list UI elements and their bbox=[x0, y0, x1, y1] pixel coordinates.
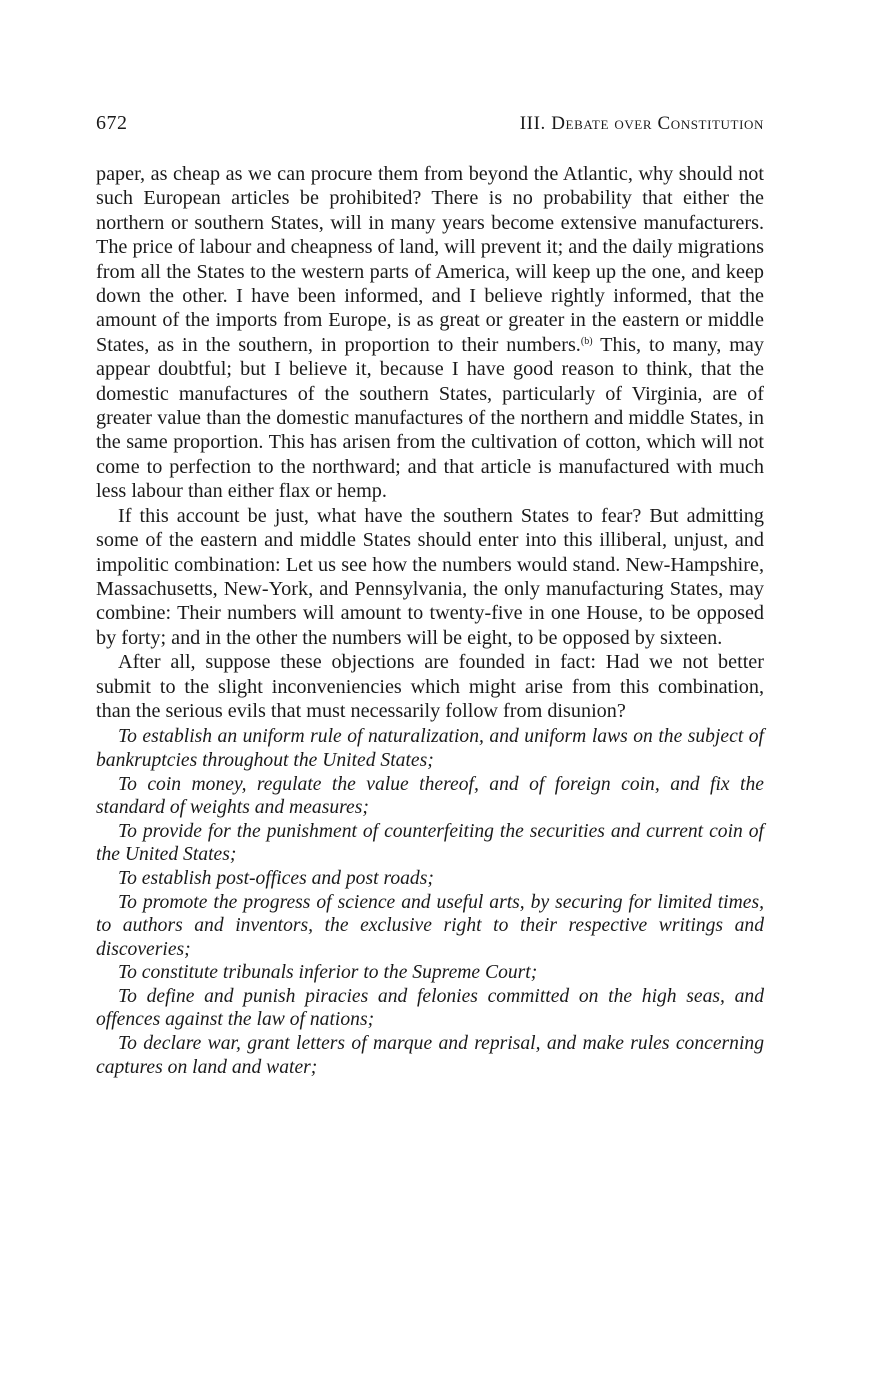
clause-science-arts: To promote the progress of science and useful arts, by securing for limited times, to authors and inventors, the exclusive right to their respective writings and discoveries; bbox=[96, 891, 764, 960]
clause-counterfeiting: To provide for the punishment of counterfeiting the securities and current coin of the United States; bbox=[96, 820, 764, 866]
paragraph-1-continuation: This, to many, may appear doubtful; but I believe it, because I have good reason to think, that the domestic manufactures of the southern States, particularly of Virginia, are of greater value than the domestic manufactures of the northern and middle States, in the same proportion. This has arisen from the cultivation of cotton, which will not come to perfection to the northward; and that article is manufactured with much less labour than either flax or hemp. bbox=[96, 333, 764, 503]
clause-tribunals: To constitute tribunals inferior to the Supreme Court; bbox=[118, 962, 538, 984]
clause-declare-war: To declare war, grant letters of marque and reprisal, and make rules concerning captures on land and water; bbox=[96, 1033, 764, 1078]
book-page bbox=[96, 112, 764, 1079]
paragraph-3: After all, suppose these objections are founded in fact: Had we not better submit to the slight inconveniencies which might arise from this combination, than the serious evils that must necessarily follow from disunion? bbox=[96, 651, 764, 722]
clause-naturalization: To establish an uniform rule of naturalization, and uniform laws on the subject of bankruptcies throughout the United States; bbox=[96, 726, 764, 771]
paragraph-2: If this account be just, what have the southern States to fear? But admitting some of the eastern and middle States should enter into this illiberal, unjust, and impolitic combination: Let us see how the numbers would stand. New-Hampshire, Massachusetts, New-York, and Pennsylvania, the only manufacturing States, may combine: Their numbers will amount to twenty-five in one House, to be opposed by forty; and in the other the numbers will be eight, to be opposed by sixteen. bbox=[96, 504, 764, 649]
body-text bbox=[96, 162, 764, 723]
clause-coin-money: To coin money, regulate the value thereof, and of foreign coin, and fix the standard of weights and measures; bbox=[96, 773, 764, 819]
section-numeral: III. bbox=[519, 113, 546, 134]
note-marker: (b) bbox=[580, 335, 593, 347]
section-title-text: Debate over Constitution bbox=[551, 113, 764, 134]
clause-piracies: To define and punish piracies and felonies committed on the high seas, and offences against the law of nations; bbox=[96, 985, 764, 1031]
paragraph-1 bbox=[96, 162, 764, 504]
clause-post-offices: To establish post-offices and post roads; bbox=[118, 867, 434, 889]
section-title bbox=[520, 113, 764, 135]
constitution-clauses bbox=[96, 725, 764, 1079]
paragraph-1-text: paper, as cheap as we can procure them from beyond the Atlantic, why should not such European articles be prohibited? There is no probability that either the northern or southern States, will in many years become extensive manufacturers. The price of labour and cheapness of land, will prevent it; and the daily migrations from all the States to the western parts of America, will keep up the one, and keep down the other. I have been informed, and I believe rightly informed, that the amount of the imports from Europe, is as great or greater in the eastern or middle States, as in the southern, in proportion to their numbers. bbox=[96, 163, 764, 356]
running-head bbox=[96, 112, 764, 148]
page-number: 672 bbox=[96, 112, 128, 134]
